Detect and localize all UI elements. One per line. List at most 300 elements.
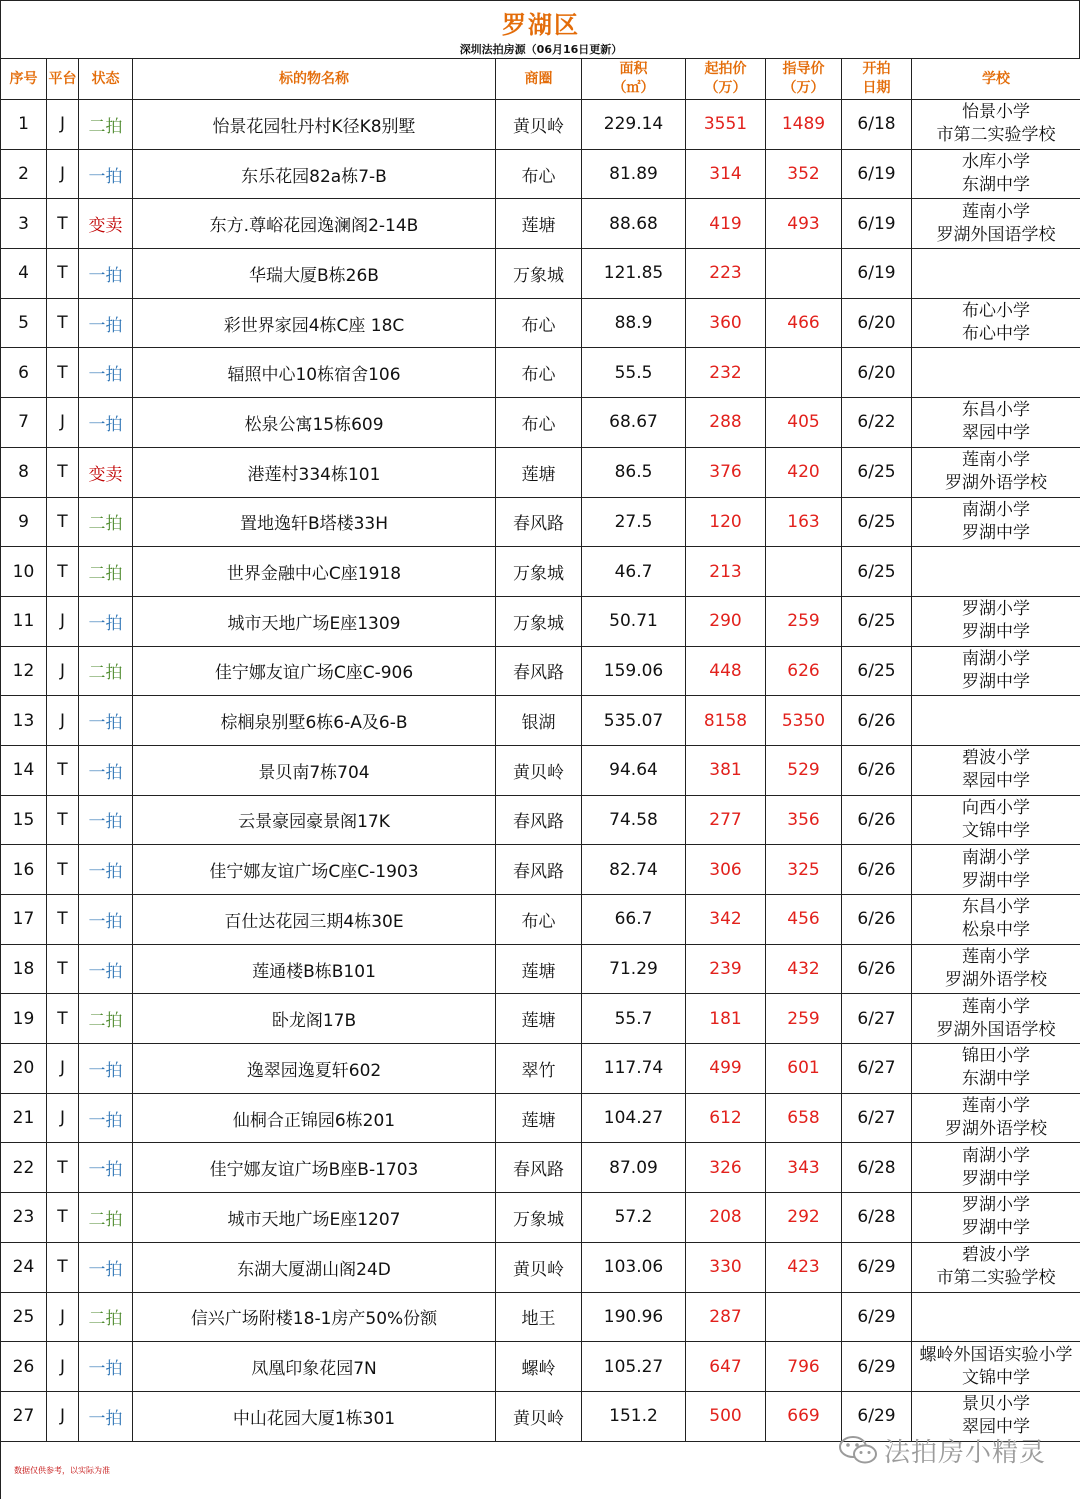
primary-school: 莲南小学: [962, 996, 1030, 1017]
row-district: 布心: [496, 298, 582, 348]
row-date: 6/28: [842, 1193, 912, 1243]
row-guide-price: [766, 1292, 842, 1342]
footer-border: [0, 1441, 1, 1499]
primary-school: 罗湖小学: [962, 599, 1030, 620]
row-status: 一拍: [79, 596, 133, 646]
row-school: [912, 895, 1080, 945]
row-guide-price: 325: [766, 845, 842, 895]
row-date: 6/29: [842, 1391, 912, 1441]
row-guide-price: [766, 348, 842, 398]
row-start-price: 3551: [686, 100, 766, 150]
header-school: 学校: [912, 59, 1080, 100]
row-no: 14: [1, 745, 47, 795]
row-district: 春风路: [496, 845, 582, 895]
row-status: 二拍: [79, 1292, 133, 1342]
row-platform: T: [47, 944, 79, 994]
row-guide-price: 343: [766, 1143, 842, 1193]
header-area-l2: （㎡）: [612, 80, 655, 96]
header-status: 状态: [79, 59, 133, 100]
table-row: [1, 1242, 1080, 1292]
row-school: [912, 1093, 1080, 1143]
secondary-school: 布心中学: [962, 324, 1030, 345]
table-body: [1, 100, 1080, 1442]
row-area: 46.7: [582, 547, 686, 597]
table-row: [1, 895, 1080, 945]
row-guide-price: 456: [766, 895, 842, 945]
primary-school: 碧波小学: [962, 748, 1030, 769]
row-status: 二拍: [79, 994, 133, 1044]
row-school: [912, 596, 1080, 646]
row-platform: J: [47, 1391, 79, 1441]
table-row: [1, 795, 1080, 845]
row-school: [912, 1044, 1080, 1094]
row-start-price: 448: [686, 646, 766, 696]
row-platform: J: [47, 1044, 79, 1094]
table-row: [1, 100, 1080, 150]
row-name: 世界金融中心C座1918: [133, 547, 496, 597]
row-date: 6/19: [842, 249, 912, 299]
table-row: [1, 547, 1080, 597]
row-status: 一拍: [79, 1242, 133, 1292]
row-school: [912, 547, 1080, 597]
row-area: 66.7: [582, 895, 686, 945]
row-name: 逸翠园逸夏轩602: [133, 1044, 496, 1094]
table-row: [1, 596, 1080, 646]
table-row: [1, 199, 1080, 249]
row-district: 布心: [496, 348, 582, 398]
row-district: 黄贝岭: [496, 745, 582, 795]
row-start-price: 306: [686, 845, 766, 895]
row-school: [912, 646, 1080, 696]
row-start-price: 239: [686, 944, 766, 994]
header-guide-l1: 指导价: [782, 61, 825, 77]
row-name: 凤凰印象花园7N: [133, 1342, 496, 1392]
row-area: 55.5: [582, 348, 686, 398]
row-no: 25: [1, 1292, 47, 1342]
row-guide-price: 466: [766, 298, 842, 348]
header-date: [842, 59, 912, 100]
row-area: 71.29: [582, 944, 686, 994]
row-area: 190.96: [582, 1292, 686, 1342]
row-status: 变卖: [79, 447, 133, 497]
row-area: 74.58: [582, 795, 686, 845]
row-platform: J: [47, 149, 79, 199]
row-district: 翠竹: [496, 1044, 582, 1094]
row-no: 5: [1, 298, 47, 348]
row-guide-price: 1489: [766, 100, 842, 150]
row-name: 置地逸轩B塔楼33H: [133, 497, 496, 547]
row-no: 13: [1, 696, 47, 746]
primary-school: 怡景小学: [962, 102, 1030, 123]
table-row: [1, 447, 1080, 497]
row-no: 18: [1, 944, 47, 994]
secondary-school: 市第二实验学校: [936, 1268, 1056, 1289]
table-row: [1, 1093, 1080, 1143]
row-start-price: 342: [686, 895, 766, 945]
row-date: 6/26: [842, 845, 912, 895]
row-area: 117.74: [582, 1044, 686, 1094]
primary-school: 南湖小学: [962, 847, 1030, 868]
row-name: 城市天地广场E座1309: [133, 596, 496, 646]
row-name: 辐照中心10栋宿舍106: [133, 348, 496, 398]
row-platform: T: [47, 795, 79, 845]
secondary-school: 罗湖外语学校: [945, 1119, 1047, 1140]
row-no: 20: [1, 1044, 47, 1094]
row-start-price: 213: [686, 547, 766, 597]
row-school: [912, 1143, 1080, 1193]
row-date: 6/29: [842, 1292, 912, 1342]
row-area: 81.89: [582, 149, 686, 199]
row-school: [912, 447, 1080, 497]
secondary-school: 翠园中学: [962, 423, 1030, 444]
row-status: 一拍: [79, 795, 133, 845]
row-district: 布心: [496, 149, 582, 199]
row-guide-price: [766, 249, 842, 299]
row-start-price: 314: [686, 149, 766, 199]
row-name: 怡景花园牡丹村K径K8别墅: [133, 100, 496, 150]
row-district: 黄贝岭: [496, 1391, 582, 1441]
row-school: [912, 944, 1080, 994]
row-platform: T: [47, 497, 79, 547]
row-status: 一拍: [79, 1391, 133, 1441]
primary-school: 莲南小学: [962, 450, 1030, 471]
row-school: [912, 249, 1080, 299]
row-status: 二拍: [79, 497, 133, 547]
row-name: 景贝南7栋704: [133, 745, 496, 795]
row-no: 23: [1, 1193, 47, 1243]
row-status: 一拍: [79, 944, 133, 994]
row-no: 24: [1, 1242, 47, 1292]
row-platform: T: [47, 348, 79, 398]
row-status: 一拍: [79, 348, 133, 398]
row-district: 螺岭: [496, 1342, 582, 1392]
row-no: 12: [1, 646, 47, 696]
row-school: [912, 1342, 1080, 1392]
row-no: 27: [1, 1391, 47, 1441]
secondary-school: 翠园中学: [962, 1417, 1030, 1438]
row-school: [912, 199, 1080, 249]
secondary-school: 罗湖外语学校: [945, 473, 1047, 494]
header-area: [582, 59, 686, 100]
row-area: 229.14: [582, 100, 686, 150]
row-no: 21: [1, 1093, 47, 1143]
row-date: 6/20: [842, 348, 912, 398]
table-row: [1, 1193, 1080, 1243]
row-district: 莲塘: [496, 994, 582, 1044]
row-school: [912, 795, 1080, 845]
table-row: [1, 1292, 1080, 1342]
row-area: 27.5: [582, 497, 686, 547]
row-school: [912, 696, 1080, 746]
row-date: 6/26: [842, 944, 912, 994]
table-row: [1, 845, 1080, 895]
watermark-text: 法拍房小精灵: [884, 1437, 1047, 1468]
row-start-price: 360: [686, 298, 766, 348]
row-guide-price: 796: [766, 1342, 842, 1392]
row-name: 中山花园大厦1栋301: [133, 1391, 496, 1441]
secondary-school: 罗湖中学: [962, 671, 1030, 692]
row-platform: T: [47, 547, 79, 597]
wechat-icon: [838, 1435, 878, 1465]
row-school: [912, 398, 1080, 448]
header-guide-l2: （万）: [782, 80, 825, 96]
row-district: 春风路: [496, 646, 582, 696]
footnote: 数据仅供参考，以实际为准: [14, 1466, 110, 1475]
row-school: [912, 994, 1080, 1044]
row-start-price: 330: [686, 1242, 766, 1292]
row-start-price: 181: [686, 994, 766, 1044]
primary-school: 景贝小学: [962, 1394, 1030, 1415]
watermark: [838, 1428, 1046, 1472]
table-row: [1, 348, 1080, 398]
row-no: 3: [1, 199, 47, 249]
row-area: 86.5: [582, 447, 686, 497]
row-date: 6/29: [842, 1342, 912, 1392]
row-no: 4: [1, 249, 47, 299]
table-row: [1, 249, 1080, 299]
row-start-price: 277: [686, 795, 766, 845]
primary-school: 罗湖小学: [962, 1195, 1030, 1216]
row-start-price: 290: [686, 596, 766, 646]
primary-school: 碧波小学: [962, 1245, 1030, 1266]
row-name: 信兴广场附楼18-1房产50%份额: [133, 1292, 496, 1342]
primary-school: 东昌小学: [962, 400, 1030, 421]
row-school: [912, 1193, 1080, 1243]
row-guide-price: 356: [766, 795, 842, 845]
row-status: 一拍: [79, 149, 133, 199]
primary-school: 南湖小学: [962, 648, 1030, 669]
table-row: [1, 497, 1080, 547]
row-date: 6/25: [842, 596, 912, 646]
row-platform: J: [47, 100, 79, 150]
listing-table: [0, 58, 1080, 1442]
row-no: 22: [1, 1143, 47, 1193]
table-header: [1, 59, 1080, 100]
row-start-price: 499: [686, 1044, 766, 1094]
page-title: 罗湖区: [502, 11, 580, 39]
row-district: 地王: [496, 1292, 582, 1342]
row-name: 佳宁娜友谊广场B座B-1703: [133, 1143, 496, 1193]
secondary-school: 罗湖外国语学校: [936, 224, 1056, 245]
row-no: 11: [1, 596, 47, 646]
row-guide-price: 423: [766, 1242, 842, 1292]
row-guide-price: 432: [766, 944, 842, 994]
row-start-price: 208: [686, 1193, 766, 1243]
row-area: 94.64: [582, 745, 686, 795]
row-start-price: 288: [686, 398, 766, 448]
primary-school: 锦田小学: [962, 1046, 1030, 1067]
row-guide-price: 405: [766, 398, 842, 448]
row-date: 6/26: [842, 696, 912, 746]
row-date: 6/25: [842, 646, 912, 696]
row-area: 50.71: [582, 596, 686, 646]
row-name: 东方.尊峪花园逸澜阁2-14B: [133, 199, 496, 249]
table-row: [1, 298, 1080, 348]
row-status: 二拍: [79, 547, 133, 597]
header-date-l1: 开拍: [862, 61, 891, 77]
row-area: 105.27: [582, 1342, 686, 1392]
row-status: 一拍: [79, 398, 133, 448]
secondary-school: 东湖中学: [962, 1069, 1030, 1090]
row-school: [912, 348, 1080, 398]
row-status: 一拍: [79, 1342, 133, 1392]
row-area: 87.09: [582, 1143, 686, 1193]
row-date: 6/19: [842, 149, 912, 199]
row-platform: J: [47, 1342, 79, 1392]
row-no: 8: [1, 447, 47, 497]
row-area: 88.9: [582, 298, 686, 348]
row-district: 布心: [496, 895, 582, 945]
row-no: 26: [1, 1342, 47, 1392]
row-district: 布心: [496, 398, 582, 448]
row-area: 88.68: [582, 199, 686, 249]
row-no: 19: [1, 994, 47, 1044]
header-platform: 平台: [47, 59, 79, 100]
row-status: 一拍: [79, 298, 133, 348]
row-area: 151.2: [582, 1391, 686, 1441]
row-guide-price: 292: [766, 1193, 842, 1243]
row-area: 55.7: [582, 994, 686, 1044]
primary-school: 莲南小学: [962, 1096, 1030, 1117]
page-subtitle: 深圳法拍房源（06月16日更新）: [459, 43, 623, 56]
secondary-school: 罗湖中学: [962, 622, 1030, 643]
row-start-price: 120: [686, 497, 766, 547]
row-district: 黄贝岭: [496, 1242, 582, 1292]
row-date: 6/26: [842, 895, 912, 945]
row-district: 万象城: [496, 249, 582, 299]
header-guide: [766, 59, 842, 100]
row-guide-price: 420: [766, 447, 842, 497]
row-name: 华瑞大厦B栋26B: [133, 249, 496, 299]
row-platform: J: [47, 1292, 79, 1342]
row-start-price: 376: [686, 447, 766, 497]
row-no: 9: [1, 497, 47, 547]
row-name: 港莲村334栋101: [133, 447, 496, 497]
row-date: 6/27: [842, 994, 912, 1044]
row-platform: J: [47, 1093, 79, 1143]
row-start-price: 419: [686, 199, 766, 249]
row-district: 春风路: [496, 1143, 582, 1193]
row-area: 103.06: [582, 1242, 686, 1292]
row-district: 莲塘: [496, 944, 582, 994]
row-date: 6/25: [842, 497, 912, 547]
row-guide-price: 529: [766, 745, 842, 795]
row-date: 6/28: [842, 1143, 912, 1193]
row-date: 6/27: [842, 1093, 912, 1143]
primary-school: 南湖小学: [962, 1145, 1030, 1166]
row-platform: T: [47, 1242, 79, 1292]
row-name: 百仕达花园三期4栋30E: [133, 895, 496, 945]
row-no: 6: [1, 348, 47, 398]
header-no: 序号: [1, 59, 47, 100]
row-area: 121.85: [582, 249, 686, 299]
table-row: [1, 1044, 1080, 1094]
secondary-school: 文锦中学: [962, 820, 1030, 841]
table-row: [1, 1143, 1080, 1193]
table-row: [1, 149, 1080, 199]
row-school: [912, 1292, 1080, 1342]
row-district: 万象城: [496, 1193, 582, 1243]
row-start-price: 326: [686, 1143, 766, 1193]
secondary-school: 市第二实验学校: [936, 125, 1056, 146]
row-school: [912, 100, 1080, 150]
primary-school: 向西小学: [962, 797, 1030, 818]
row-name: 松泉公寓15栋609: [133, 398, 496, 448]
row-start-price: 381: [686, 745, 766, 795]
row-school: [912, 845, 1080, 895]
row-guide-price: [766, 547, 842, 597]
row-platform: T: [47, 895, 79, 945]
row-start-price: 500: [686, 1391, 766, 1441]
row-date: 6/20: [842, 298, 912, 348]
row-date: 6/26: [842, 745, 912, 795]
header-start-l1: 起拍价: [704, 61, 747, 77]
row-no: 16: [1, 845, 47, 895]
header-district: 商圈: [496, 59, 582, 100]
row-status: 一拍: [79, 1143, 133, 1193]
secondary-school: 松泉中学: [962, 920, 1030, 941]
row-status: 一拍: [79, 845, 133, 895]
primary-school: 莲南小学: [962, 201, 1030, 222]
table-row: [1, 646, 1080, 696]
row-platform: T: [47, 994, 79, 1044]
secondary-school: 罗湖中学: [962, 1218, 1030, 1239]
row-district: 莲塘: [496, 199, 582, 249]
row-date: 6/18: [842, 100, 912, 150]
row-area: 68.67: [582, 398, 686, 448]
row-guide-price: 626: [766, 646, 842, 696]
header-area-l1: 面积: [619, 61, 648, 77]
primary-school: 东昌小学: [962, 897, 1030, 918]
row-status: 变卖: [79, 199, 133, 249]
row-district: 万象城: [496, 547, 582, 597]
row-name: 云景豪园豪景阁17K: [133, 795, 496, 845]
row-name: 卧龙阁17B: [133, 994, 496, 1044]
row-guide-price: 658: [766, 1093, 842, 1143]
table-row: [1, 745, 1080, 795]
row-platform: J: [47, 596, 79, 646]
row-status: 二拍: [79, 646, 133, 696]
row-school: [912, 298, 1080, 348]
row-guide-price: 259: [766, 994, 842, 1044]
row-district: 万象城: [496, 596, 582, 646]
row-name: 城市天地广场E座1207: [133, 1193, 496, 1243]
row-platform: T: [47, 745, 79, 795]
row-start-price: 223: [686, 249, 766, 299]
row-date: 6/29: [842, 1242, 912, 1292]
header-start-l2: （万）: [704, 80, 747, 96]
table-row: [1, 398, 1080, 448]
row-district: 莲塘: [496, 1093, 582, 1143]
row-name: 佳宁娜友谊广场C座C-906: [133, 646, 496, 696]
primary-school: 布心小学: [962, 301, 1030, 322]
row-platform: T: [47, 298, 79, 348]
row-name: 仙桐合正锦园6栋201: [133, 1093, 496, 1143]
row-district: 春风路: [496, 497, 582, 547]
title-block: [0, 0, 1080, 58]
primary-school: 螺岭外国语实验小学: [919, 1344, 1073, 1365]
header-start: [686, 59, 766, 100]
row-date: 6/22: [842, 398, 912, 448]
row-name: 棕榈泉别墅6栋6-A及6-B: [133, 696, 496, 746]
row-guide-price: 352: [766, 149, 842, 199]
row-date: 6/26: [842, 795, 912, 845]
row-school: [912, 745, 1080, 795]
row-status: 一拍: [79, 696, 133, 746]
row-name: 东湖大厦湖山阁24D: [133, 1242, 496, 1292]
row-area: 159.06: [582, 646, 686, 696]
row-guide-price: 669: [766, 1391, 842, 1441]
